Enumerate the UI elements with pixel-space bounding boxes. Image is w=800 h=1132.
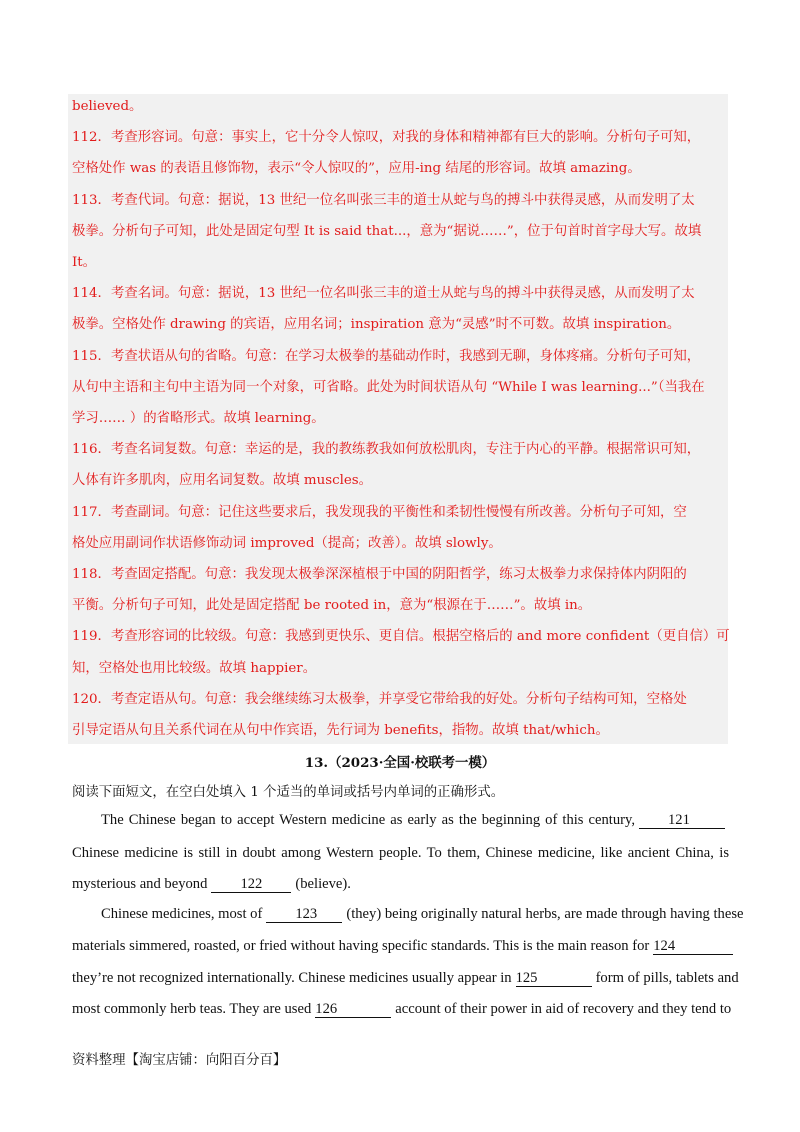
answer-line: 115．考查状语从句的省略。句意：在学习太极拳的基础动作时，我感到无聊，身体疼痛。分析句子可知， — [72, 348, 701, 364]
answer-line: 118．考查固定搭配。句意：我发现太极拳深深植根于中国的阴阳哲学，练习太极拳力求保持体内阴阳的 — [72, 567, 687, 582]
answer-line: 112．考查形容词。句意：事实上，它十分令人惊叹，对我的身体和精神都有巨大的影响。分析句子可知， — [72, 130, 701, 146]
answer-line: 119．考查形容词的比较级。句意：我感到更快乐、更自信。根据空格后的 and more confident（更自信）可 — [72, 629, 730, 645]
answer-line: 空格处作 was 的表语且修饰物，表示“令人惊叹的”，应用-ing 结尾的形容词。故填 amazing。 — [72, 161, 641, 177]
answer-line: 知，空格处也用比较级。故填 happier。 — [72, 660, 317, 676]
blank-124: 124 — [653, 939, 733, 955]
footer-note: 资料整理【淘宝店铺：向阳百分百】 — [72, 1053, 287, 1068]
answer-line: 极拳。分析句子可知，此处是固定句型 It is said that...，意为“据说……”，位于句首时首字母大写。故填 — [72, 223, 702, 239]
passage-line: Chinese medicine is still in doubt among Western people. To them, Chinese medicine, like ancient China, is — [72, 845, 729, 861]
blank-121: 121 — [639, 813, 725, 829]
answer-line: 113．考查代词。句意：据说，13 世纪一位名叫张三丰的道士从蛇与鸟的搏斗中获得灵感，从而发明了太 — [72, 192, 695, 208]
passage-line: mysterious and beyond 122 (believe). — [72, 876, 351, 892]
blank-122: 122 — [211, 877, 291, 893]
answer-line: 116．考查名词复数。句意：幸运的是，我的教练教我如何放松肌肉，专注于内心的平静。根据常识可知， — [72, 442, 701, 458]
passage-line: Chinese medicines, most of 123 (they) being originally natural herbs, are made through having these — [101, 906, 744, 922]
passage-line: they’re not recognized internationally. Chinese medicines usually appear in 125 form of pills, tablets and — [72, 970, 739, 986]
blank-125: 125 — [516, 971, 592, 987]
answer-line: believed。 — [72, 99, 143, 114]
answer-line: 平衡。分析句子可知，此处是固定搭配 be rooted in，意为“根源在于……”。故填 in。 — [72, 598, 592, 614]
answer-line: 学习…… ）的省略形式。故填 learning。 — [72, 411, 325, 426]
answer-line: 引导定语从句且关系代词在从句中作宾语，先行词为 benefits，指物。故填 that/which。 — [72, 723, 609, 738]
instruction: 阅读下面短文，在空白处填入 1 个适当的单词或括号内单词的正确形式。 — [72, 785, 505, 800]
answer-line: 120．考查定语从句。句意：我会继续练习太极拳，并享受它带给我的好处。分析句子结构可知，空格处 — [72, 691, 687, 707]
answer-line: 极拳。空格处作 drawing 的宾语，应用名词；inspiration 意为“灵感”时不可数。故填 inspiration。 — [72, 317, 681, 333]
passage-line: The Chinese began to accept Western medicine as early as the beginning of this century, 121 — [72, 812, 729, 829]
passage-line: most commonly herb teas. They are used 126 account of their power in aid of recovery and they tend to — [72, 1001, 732, 1017]
answer-line: It。 — [72, 255, 97, 270]
answer-line: 从句中主语和主句中主语为同一个对象，可省略。此处为时间状语从句 “While I was learning...”（当我在 — [72, 379, 705, 395]
blank-123: 123 — [266, 907, 342, 923]
passage-line: materials simmered, roasted, or fried without having specific standards. This is the main reason for 124 — [72, 938, 729, 955]
answer-line: 117．考查副词。句意：记住这些要求后，我发现我的平衡性和柔韧性慢慢有所改善。分析句子可知，空 — [72, 504, 687, 520]
section-title: 13.（2023·全国·校联考一模） — [304, 755, 496, 771]
blank-126: 126 — [315, 1002, 391, 1018]
answer-line: 人体有许多肌肉，应用名词复数。故填 muscles。 — [72, 473, 373, 489]
answer-line: 114．考查名词。句意：据说，13 世纪一位名叫张三丰的道士从蛇与鸟的搏斗中获得灵感，从而发明了太 — [72, 286, 695, 302]
answer-line: 格处应用副词作状语修饰动词 improved（提高；改善）。故填 slowly。 — [72, 535, 502, 551]
